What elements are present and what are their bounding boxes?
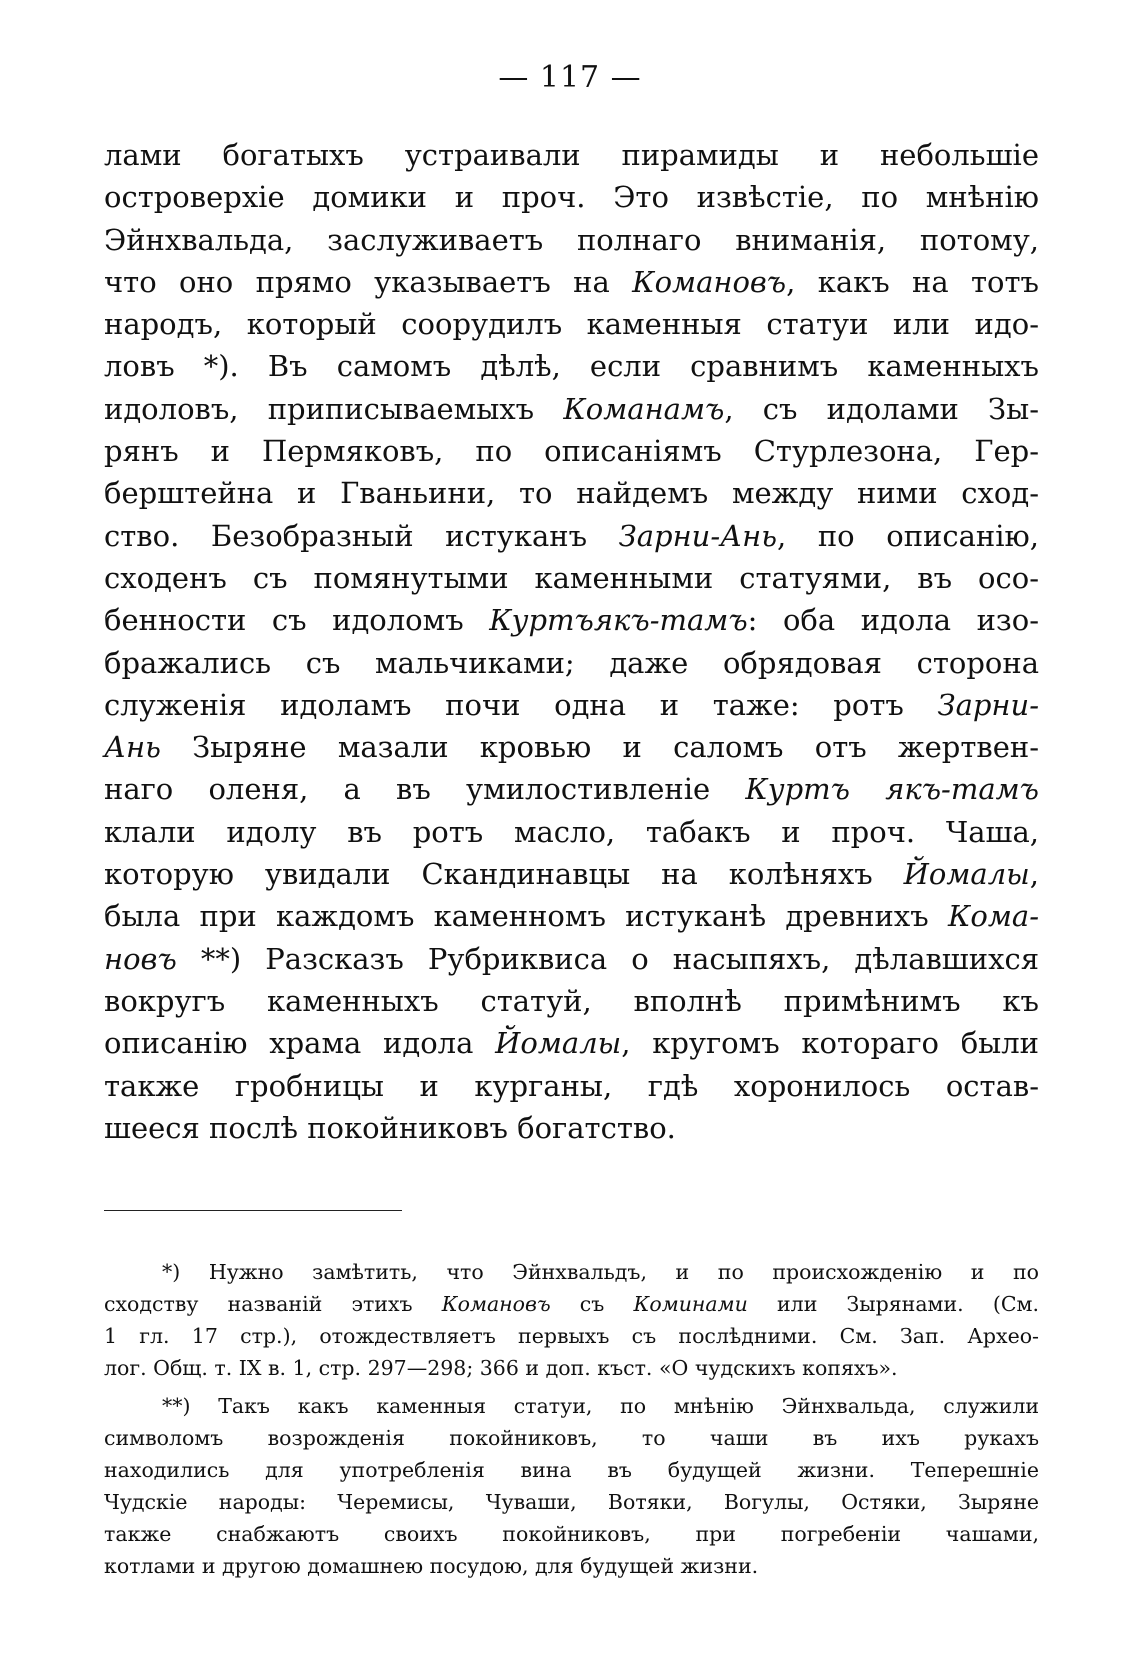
text-line bbox=[104, 261, 1039, 303]
text-line bbox=[104, 853, 1039, 895]
text-line: **) Такъ какъ каменныя статуи, по мнѣнію Эйнхвальда, служили bbox=[162, 1394, 1039, 1418]
text-line bbox=[104, 684, 1039, 726]
text-run: : оба идола изо- bbox=[747, 603, 1039, 638]
text-line bbox=[104, 768, 1039, 810]
text-line: 1 гл. 17 стр.), отождествляетъ первыхъ съ послѣдними. См. Зап. Архео- bbox=[104, 1324, 1039, 1348]
text-line bbox=[104, 938, 1039, 980]
text-line: лог. Общ. т. IX в. 1, стр. 297—298; 366 и доп. къст. «О чудскихъ копяхъ». bbox=[104, 1356, 898, 1380]
text-line: клали идолу въ ротъ масло, табакъ и проч. Чаша, bbox=[104, 814, 1039, 849]
italic-term: Комановъ bbox=[441, 1292, 551, 1316]
italic-term: Куртъ якъ-тамъ bbox=[745, 772, 1040, 807]
italic-term: Ань bbox=[104, 730, 161, 765]
text-line: символомъ возрожденія покойниковъ, то чаши въ ихъ рукахъ bbox=[104, 1426, 1039, 1450]
text-line: островерхіе домики и проч. Это извѣстіе, по мнѣнію bbox=[104, 180, 1039, 215]
text-line: Чудскіе народы: Черемисы, Чуваши, Вотяки, Вогулы, Остяки, Зыряне bbox=[104, 1490, 1039, 1514]
text-line: Эйнхвальда, заслуживаетъ полнаго вниманія, потому, bbox=[104, 222, 1039, 257]
italic-term: Кома- bbox=[947, 899, 1039, 934]
text-line: лами богатыхъ устраивали пирамиды и небольшіе bbox=[104, 138, 1039, 172]
text-run: идоловъ, приписываемыхъ bbox=[104, 391, 564, 426]
text-line: ловъ *). Въ самомъ дѣлѣ, если сравнимъ каменныхъ bbox=[104, 349, 1039, 384]
text-line: сходенъ съ помянутыми каменными статуями, въ осо- bbox=[104, 560, 1039, 595]
text-line bbox=[104, 1288, 1039, 1320]
text-run: сходству названій этихъ bbox=[104, 1292, 442, 1316]
text-line: находились для употребленія вина въ будущей жизни. Теперешніе bbox=[104, 1458, 1039, 1482]
page-number: — 117 — bbox=[498, 60, 642, 95]
italic-term: Комановъ bbox=[632, 264, 787, 299]
italic-term: Куртъякъ-тамъ bbox=[489, 603, 748, 638]
text-run: или Зырянами. (См. bbox=[747, 1292, 1039, 1316]
text-line bbox=[104, 1022, 1039, 1064]
text-run: которую увидали Скандинавцы на колѣняхъ bbox=[104, 857, 904, 892]
text-line bbox=[104, 388, 1039, 430]
text-line: вокругъ каменныхъ статуй, вполнѣ примѣнимъ къ bbox=[104, 983, 1039, 1018]
text-run: , какъ на тотъ bbox=[786, 264, 1039, 299]
text-run: что оно прямо указываетъ на bbox=[104, 264, 633, 299]
text-run: съ bbox=[550, 1292, 634, 1316]
text-line bbox=[104, 895, 1039, 937]
text-run: , bbox=[1029, 857, 1039, 892]
text-line: котлами и другою домашнею посудою, для будущей жизни. bbox=[104, 1554, 759, 1578]
italic-term: Йомалы bbox=[903, 857, 1030, 892]
footnote bbox=[104, 1256, 1039, 1384]
italic-term: Коминами bbox=[633, 1292, 748, 1316]
italic-term: Зарни- bbox=[937, 687, 1039, 722]
text-line: берштейна и Гваньини, то найдемъ между ними сход- bbox=[104, 476, 1039, 511]
text-line: *) Нужно замѣтить, что Эйнхвальдъ, и по происхожденію и по bbox=[162, 1260, 1039, 1284]
footnote-divider bbox=[104, 1210, 402, 1211]
text-run: ство. Безобразный истуканъ bbox=[104, 518, 619, 553]
italic-term: Зарни-Ань bbox=[618, 518, 778, 553]
text-line: бражались съ мальчиками; даже обрядовая сторона bbox=[104, 645, 1039, 680]
text-line: также гробницы и курганы, гдѣ хоронилось остав- bbox=[104, 1068, 1039, 1103]
italic-term: Йомалы bbox=[495, 1026, 622, 1061]
text-run: **) Разсказъ Рубриквиса о насыпяхъ, дѣлавшихся bbox=[176, 941, 1039, 976]
text-run: была при каждомъ каменномъ истуканѣ древнихъ bbox=[104, 899, 948, 934]
text-line: шееся послѣ покойниковъ богатство. bbox=[104, 1110, 676, 1145]
text-line: рянъ и Пермяковъ, по описаніямъ Стурлезона, Гер- bbox=[104, 434, 1039, 469]
footnotes bbox=[104, 1256, 1039, 1588]
italic-term: Команамъ bbox=[563, 391, 725, 426]
text-line bbox=[104, 726, 1039, 768]
text-run: , кругомъ котораго были bbox=[621, 1026, 1039, 1061]
italic-term: новъ bbox=[104, 941, 177, 976]
text-run: , по описанію, bbox=[777, 518, 1039, 553]
text-run: описанію храма идола bbox=[104, 1026, 496, 1061]
text-line bbox=[104, 515, 1039, 557]
text-line: также снабжаютъ своихъ покойниковъ, при погребеніи чашами, bbox=[104, 1522, 1039, 1546]
text-run: , съ идолами Зы- bbox=[724, 391, 1039, 426]
text-run: Зыряне мазали кровью и саломъ отъ жертвен- bbox=[160, 730, 1039, 765]
text-run: служенія идоламъ почи одна и таже: ротъ bbox=[104, 687, 938, 722]
body-text bbox=[104, 134, 1039, 1149]
text-line: народъ, который соорудилъ каменныя статуи или идо- bbox=[104, 307, 1039, 342]
text-run: бенности съ идоломъ bbox=[104, 603, 490, 638]
text-run: наго оленя, а въ умилостивленіе bbox=[104, 772, 746, 807]
footnote bbox=[104, 1390, 1039, 1582]
text-line bbox=[104, 599, 1039, 641]
